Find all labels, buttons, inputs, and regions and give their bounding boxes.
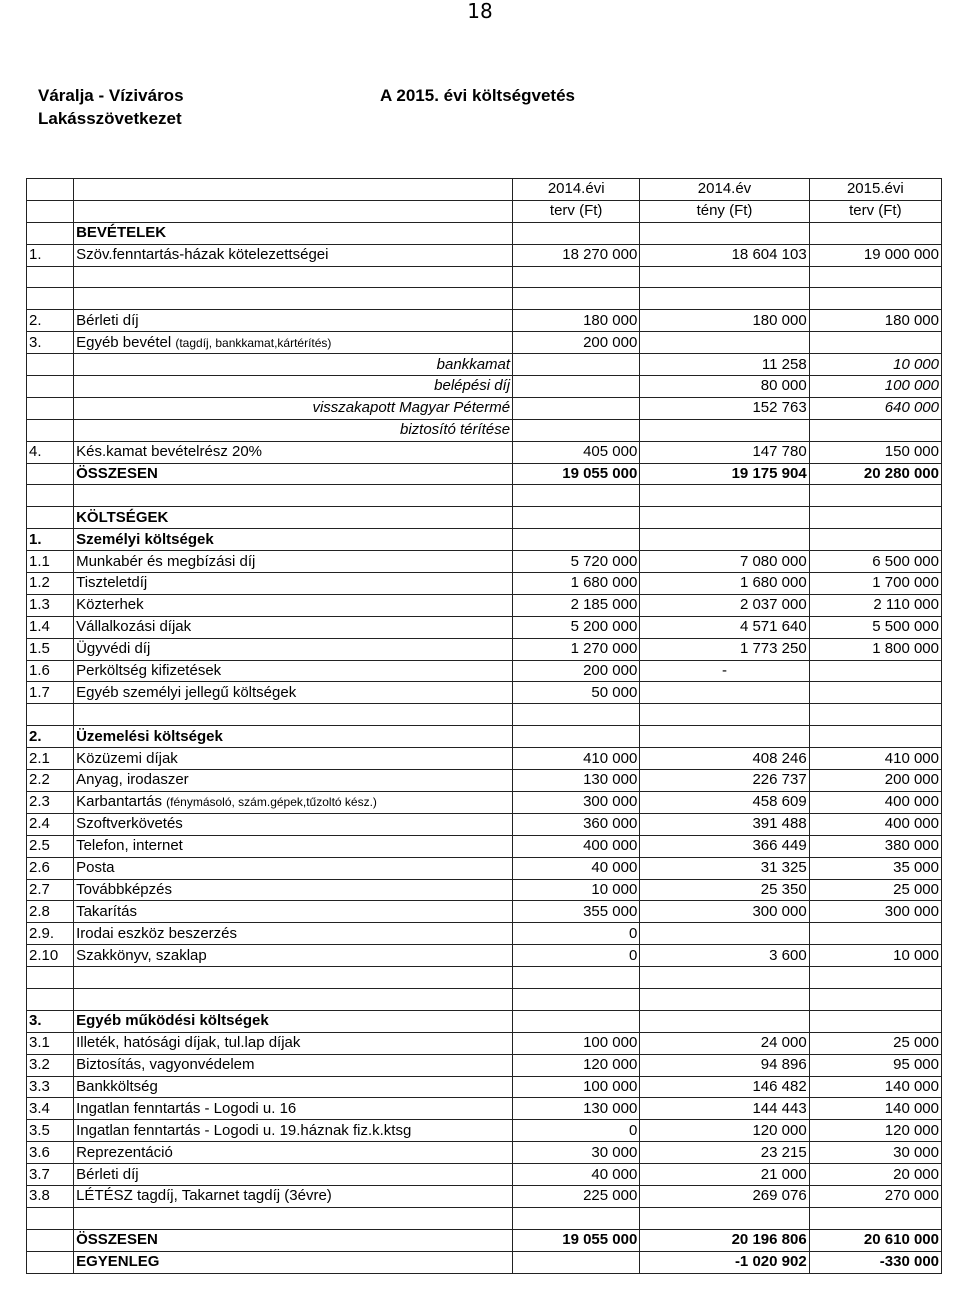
org-line-1: Váralja - Víziváros	[38, 86, 184, 105]
value-2015-plan: 380 000	[809, 835, 941, 857]
value-2014-plan: 50 000	[513, 682, 640, 704]
value-2014-actual: 226 737	[640, 770, 809, 792]
value-2014-actual: 120 000	[640, 1120, 809, 1142]
table-row	[27, 441, 942, 463]
row-label	[74, 573, 513, 595]
value-2015-plan: 140 000	[809, 1076, 941, 1098]
row-label-text: Ügyvédi díj	[76, 640, 151, 658]
table-row	[27, 1076, 942, 1098]
row-label	[74, 1164, 513, 1186]
value-2015-plan	[809, 660, 941, 682]
page-number: 18	[467, 0, 493, 23]
row-label-text: Továbbképzés	[76, 880, 172, 898]
value-2015-plan: 19 000 000	[809, 244, 941, 266]
row-number: 3.8	[27, 1185, 74, 1207]
row-label	[74, 1120, 513, 1142]
value-2014-plan: 40 000	[513, 857, 640, 879]
value-2015-plan: 20 280 000	[809, 463, 941, 485]
table-row	[27, 573, 942, 595]
value-2015-plan: 5 500 000	[809, 616, 941, 638]
value-2015-plan: 2 110 000	[809, 594, 941, 616]
value-2014-actual: 24 000	[640, 1032, 809, 1054]
value-2014-actual: -1 020 902	[640, 1251, 809, 1273]
value-2014-actual: 144 443	[640, 1098, 809, 1120]
value-2014-actual: -	[640, 660, 809, 682]
row-label	[74, 1032, 513, 1054]
table-row	[27, 616, 942, 638]
group-number: 2.	[27, 726, 74, 748]
value-2015-plan: 10 000	[809, 945, 941, 967]
value-2014-plan: 100 000	[513, 1076, 640, 1098]
value-2014-actual: 2 037 000	[640, 594, 809, 616]
value-2014-actual: 458 609	[640, 791, 809, 813]
row-label-text: Anyag, irodaszer	[76, 771, 189, 789]
value-2014-plan: 2 185 000	[513, 594, 640, 616]
value-2014-plan: 355 000	[513, 901, 640, 923]
row-label-note: (tagdíj, bankkamat,kártérítés)	[175, 335, 332, 350]
group-number: 3.	[27, 1010, 74, 1032]
table-row	[27, 551, 942, 573]
value-2014-actual: 4 571 640	[640, 616, 809, 638]
value-2015-plan: 180 000	[809, 310, 941, 332]
value-2015-plan: 25 000	[809, 879, 941, 901]
row-label-text: Egyéb bevétel	[76, 333, 172, 351]
value-2014-plan: 19 055 000	[513, 1229, 640, 1251]
value-2014-plan: 120 000	[513, 1054, 640, 1076]
value-2014-plan: 10 000	[513, 879, 640, 901]
row-label-text: Ingatlan fenntartás - Logodi u. 16	[76, 1099, 297, 1117]
costs-total-row	[27, 1229, 942, 1251]
value-2014-actual: 23 215	[640, 1142, 809, 1164]
row-number: 3.4	[27, 1098, 74, 1120]
row-number: 1.3	[27, 594, 74, 616]
value-2015-plan	[809, 923, 941, 945]
value-2014-actual: 152 763	[640, 397, 809, 419]
row-label-text: Bankköltség	[76, 1077, 158, 1095]
value-2014-actual: 408 246	[640, 748, 809, 770]
row-label	[74, 332, 513, 354]
row-number: 1.2	[27, 573, 74, 595]
table-row	[27, 945, 942, 967]
row-number: 2.1	[27, 748, 74, 770]
sub-row-label: belépési díj	[74, 376, 513, 398]
table-row	[27, 1164, 942, 1186]
table-row	[27, 1054, 942, 1076]
table-row	[27, 879, 942, 901]
row-label	[74, 1098, 513, 1120]
row-number: 3.	[27, 332, 74, 354]
table-row	[27, 770, 942, 792]
table-row	[27, 791, 942, 813]
row-label	[74, 1054, 513, 1076]
row-number: 2.9.	[27, 923, 74, 945]
group-label: Egyéb működési költségek	[74, 1010, 513, 1032]
row-label	[74, 748, 513, 770]
row-label	[74, 682, 513, 704]
table-row	[27, 332, 942, 354]
col-2014-actual-top: 2014.év	[640, 179, 809, 201]
row-label-note: (fénymásoló, szám.gépek,tűzoltó kész.)	[166, 795, 377, 810]
value-2015-plan: 410 000	[809, 748, 941, 770]
table-row	[27, 835, 942, 857]
balance-row	[27, 1251, 942, 1273]
value-2014-plan: 1 270 000	[513, 638, 640, 660]
value-2014-actual: 19 175 904	[640, 463, 809, 485]
value-2014-plan: 200 000	[513, 332, 640, 354]
value-2015-plan: 20 000	[809, 1164, 941, 1186]
table-row	[27, 748, 942, 770]
row-label-text: Biztosítás, vagyonvédelem	[76, 1056, 255, 1074]
value-2015-plan: 300 000	[809, 901, 941, 923]
row-number: 3.3	[27, 1076, 74, 1098]
row-number: 2.7	[27, 879, 74, 901]
empty-row	[27, 266, 942, 288]
table-row	[27, 901, 942, 923]
value-2014-plan: 405 000	[513, 441, 640, 463]
value-2015-plan: 1 800 000	[809, 638, 941, 660]
col-2014-plan-bottom: terv (Ft)	[513, 200, 640, 222]
value-2015-plan: 400 000	[809, 791, 941, 813]
empty-row	[27, 485, 942, 507]
row-label	[74, 835, 513, 857]
income-title: BEVÉTELEK	[74, 222, 513, 244]
empty-row	[27, 288, 942, 310]
empty-row	[27, 988, 942, 1010]
value-2014-actual: 94 896	[640, 1054, 809, 1076]
value-2015-plan: 20 610 000	[809, 1229, 941, 1251]
value-2014-plan: 1 680 000	[513, 573, 640, 595]
value-2015-plan: 1 700 000	[809, 573, 941, 595]
value-2015-plan: 35 000	[809, 857, 941, 879]
row-label-text: Illeték, hatósági díjak, tul.lap díjak	[76, 1034, 301, 1052]
group-label: Üzemelési költségek	[74, 726, 513, 748]
value-2014-actual: 21 000	[640, 1164, 809, 1186]
empty-row	[27, 704, 942, 726]
value-2014-plan: 360 000	[513, 813, 640, 835]
row-number: 3.6	[27, 1142, 74, 1164]
row-label-text: Reprezentáció	[76, 1143, 173, 1161]
table-row	[27, 1098, 942, 1120]
row-number: 3.5	[27, 1120, 74, 1142]
row-label	[74, 945, 513, 967]
value-2014-plan: 5 200 000	[513, 616, 640, 638]
sub-row	[27, 419, 942, 441]
group-row	[27, 1010, 942, 1032]
empty-row	[27, 967, 942, 989]
row-number: 2.8	[27, 901, 74, 923]
row-number: 3.2	[27, 1054, 74, 1076]
value-2014-actual: 147 780	[640, 441, 809, 463]
table-row	[27, 310, 942, 332]
costs-title-row	[27, 507, 942, 529]
header-row-top	[27, 179, 942, 201]
value-2014-actual	[640, 923, 809, 945]
row-label	[74, 857, 513, 879]
organization-name	[38, 84, 184, 130]
value-2014-plan: 130 000	[513, 1098, 640, 1120]
table-row	[27, 682, 942, 704]
value-2014-actual: 11 258	[640, 354, 809, 376]
income-title-row	[27, 222, 942, 244]
income-total-row	[27, 463, 942, 485]
value-2014-actual: 366 449	[640, 835, 809, 857]
sub-row-label: biztosító térítése	[74, 419, 513, 441]
value-2014-actual: 7 080 000	[640, 551, 809, 573]
sub-row	[27, 354, 942, 376]
row-label-text: Szoftverkövetés	[76, 815, 183, 833]
value-2014-actual: 300 000	[640, 901, 809, 923]
row-label: Kés.kamat bevételrész 20%	[74, 441, 513, 463]
row-number: 1.7	[27, 682, 74, 704]
row-label: Szöv.fenntartás-házak kötelezettségei	[74, 244, 513, 266]
group-number: 1.	[27, 529, 74, 551]
row-label	[74, 813, 513, 835]
col-2014-actual-bottom: tény (Ft)	[640, 200, 809, 222]
row-label	[74, 616, 513, 638]
row-number: 3.1	[27, 1032, 74, 1054]
row-label: Bérleti díj	[74, 310, 513, 332]
table-row	[27, 857, 942, 879]
col-2015-plan-top: 2015.évi	[809, 179, 941, 201]
table-row	[27, 244, 942, 266]
row-label-text: Ingatlan fenntartás - Logodi u. 19.háznak fiz.k.ktsg	[76, 1121, 412, 1139]
table-row	[27, 1032, 942, 1054]
value-2015-plan: -330 000	[809, 1251, 941, 1273]
budget-table	[26, 178, 942, 1274]
row-label	[74, 551, 513, 573]
sub-row	[27, 376, 942, 398]
value-2014-plan: 0	[513, 923, 640, 945]
value-2014-plan: 130 000	[513, 770, 640, 792]
value-2014-plan: 18 270 000	[513, 244, 640, 266]
group-row	[27, 726, 942, 748]
row-label	[74, 1185, 513, 1207]
value-2014-plan: 40 000	[513, 1164, 640, 1186]
sub-row-label: bankkamat	[74, 354, 513, 376]
row-number: 4.	[27, 441, 74, 463]
value-2014-plan: 0	[513, 1120, 640, 1142]
col-2015-plan-bottom: terv (Ft)	[809, 200, 941, 222]
row-number: 2.6	[27, 857, 74, 879]
table-row	[27, 638, 942, 660]
row-label-text: LÉTÉSZ tagdíj, Takarnet tagdíj (3évre)	[76, 1187, 332, 1205]
value-2014-plan: 225 000	[513, 1185, 640, 1207]
value-2014-plan: 19 055 000	[513, 463, 640, 485]
table-row	[27, 1120, 942, 1142]
row-label-text: Bérleti díj	[76, 1165, 139, 1183]
row-label	[74, 594, 513, 616]
balance-label: EGYENLEG	[74, 1251, 513, 1273]
value-2014-plan: 0	[513, 945, 640, 967]
table-row	[27, 660, 942, 682]
value-2015-plan: 95 000	[809, 1054, 941, 1076]
row-label-text: Irodai eszköz beszerzés	[76, 924, 237, 942]
row-label-text: Perköltség kifizetések	[76, 662, 222, 680]
value-2014-plan	[513, 1251, 640, 1273]
value-2014-actual: 1 773 250	[640, 638, 809, 660]
row-label-text: Munkabér és megbízási díj	[76, 552, 256, 570]
row-number: 2.	[27, 310, 74, 332]
value-2014-actual: 1 680 000	[640, 573, 809, 595]
group-row	[27, 529, 942, 551]
row-number: 2.10	[27, 945, 74, 967]
value-2014-actual: 269 076	[640, 1185, 809, 1207]
row-number: 2.4	[27, 813, 74, 835]
value-2014-actual: 146 482	[640, 1076, 809, 1098]
group-label: Személyi költségek	[74, 529, 513, 551]
value-2015-plan: 200 000	[809, 770, 941, 792]
row-number: 2.2	[27, 770, 74, 792]
value-2014-plan: 400 000	[513, 835, 640, 857]
value-2014-plan: 200 000	[513, 660, 640, 682]
row-number: 1.	[27, 244, 74, 266]
value-2015-plan: 140 000	[809, 1098, 941, 1120]
value-2014-actual: 180 000	[640, 310, 809, 332]
row-label	[74, 1076, 513, 1098]
value-2014-actual: 31 325	[640, 857, 809, 879]
value-2015-plan	[809, 682, 941, 704]
row-label-text: Posta	[76, 859, 115, 877]
value-2014-actual: 18 604 103	[640, 244, 809, 266]
header-row-bottom	[27, 200, 942, 222]
value-2014-plan: 5 720 000	[513, 551, 640, 573]
value-2015-plan: 30 000	[809, 1142, 941, 1164]
value-2014-actual: 80 000	[640, 376, 809, 398]
row-number: 2.5	[27, 835, 74, 857]
costs-title: KÖLTSÉGEK	[74, 507, 513, 529]
row-label-text: Telefon, internet	[76, 837, 183, 855]
costs-total-label: ÖSSZESEN	[74, 1229, 513, 1251]
value-2015-plan: 10 000	[809, 354, 941, 376]
row-number: 3.7	[27, 1164, 74, 1186]
value-2015-plan: 100 000	[809, 376, 941, 398]
row-label	[74, 638, 513, 660]
value-2015-plan: 400 000	[809, 813, 941, 835]
value-2015-plan: 6 500 000	[809, 551, 941, 573]
value-2014-plan: 410 000	[513, 748, 640, 770]
row-label-text: Vállalkozási díjak	[76, 618, 192, 636]
row-label	[74, 1142, 513, 1164]
row-label-text: Közterhek	[76, 596, 144, 614]
row-label	[74, 660, 513, 682]
table-row	[27, 1142, 942, 1164]
value-2015-plan: 150 000	[809, 441, 941, 463]
value-2014-plan: 180 000	[513, 310, 640, 332]
row-label	[74, 770, 513, 792]
row-label	[74, 791, 513, 813]
row-label-text: Tiszteletdíj	[76, 574, 148, 592]
value-2015-plan: 120 000	[809, 1120, 941, 1142]
value-2014-plan: 100 000	[513, 1032, 640, 1054]
row-number: 2.3	[27, 791, 74, 813]
row-number: 1.6	[27, 660, 74, 682]
row-label-text: Takarítás	[76, 902, 137, 920]
value-2014-actual: 20 196 806	[640, 1229, 809, 1251]
value-2015-plan: 25 000	[809, 1032, 941, 1054]
income-total-label: ÖSSZESEN	[74, 463, 513, 485]
row-number: 1.4	[27, 616, 74, 638]
row-label	[74, 901, 513, 923]
table-row	[27, 923, 942, 945]
col-2014-plan-top: 2014.évi	[513, 179, 640, 201]
row-label	[74, 879, 513, 901]
row-number: 1.1	[27, 551, 74, 573]
row-label-text: Közüzemi díjak	[76, 749, 178, 767]
value-2014-actual: 391 488	[640, 813, 809, 835]
value-2014-actual: 3 600	[640, 945, 809, 967]
row-label-text: Egyéb személyi jellegű költségek	[76, 683, 297, 701]
row-number: 1.5	[27, 638, 74, 660]
sub-row	[27, 397, 942, 419]
document-title: A 2015. évi költségvetés	[380, 86, 575, 105]
row-label-text: Karbantartás	[76, 793, 162, 811]
value-2015-plan: 270 000	[809, 1185, 941, 1207]
value-2014-plan: 300 000	[513, 791, 640, 813]
row-label	[74, 923, 513, 945]
table-row	[27, 813, 942, 835]
empty-row	[27, 1207, 942, 1229]
table-row	[27, 1185, 942, 1207]
value-2014-actual: 25 350	[640, 879, 809, 901]
org-line-2: Lakásszövetkezet	[38, 109, 182, 128]
sub-row-label: visszakapott Magyar Pétermé	[74, 397, 513, 419]
value-2014-actual	[640, 682, 809, 704]
value-2014-plan: 30 000	[513, 1142, 640, 1164]
table-row	[27, 594, 942, 616]
value-2015-plan: 640 000	[809, 397, 941, 419]
row-label-text: Szakkönyv, szaklap	[76, 946, 207, 964]
